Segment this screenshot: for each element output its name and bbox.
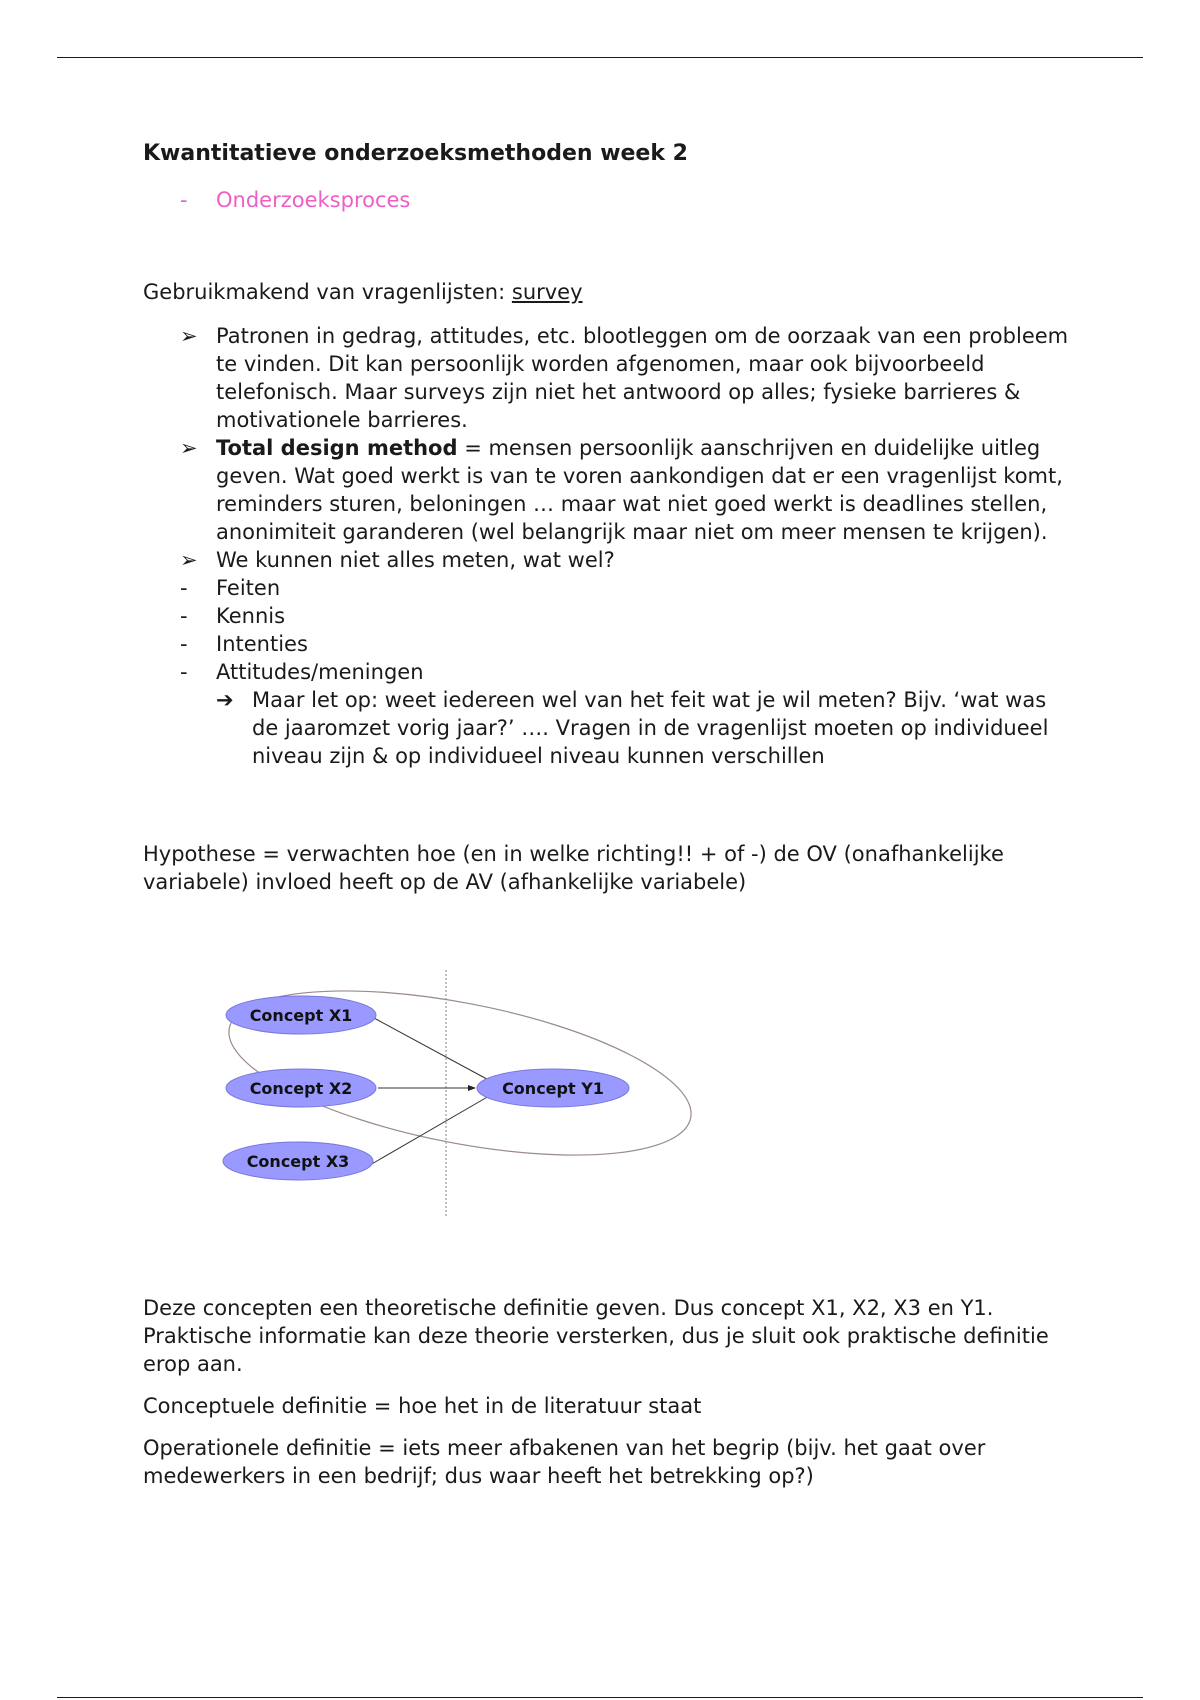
total-design-method-term: Total design method [216,436,458,460]
dash-marker: - [180,604,188,628]
node-concept-y1 [477,1069,629,1107]
list-item-text: Patronen in gedrag, attitudes, etc. blootleggen om de oorzaak van een probleem te vinden. Dit kan persoonlijk worden afgenomen, maar ook bijvoorbeeld telefonisch. Maar surveys zijn niet het antwoord op alles; fysieke barrieres & motivationele barrieres. [216,324,1069,432]
list-item [143,322,1073,434]
survey-list [143,322,1073,770]
sub-list-item [143,686,1073,770]
list-item [143,658,1073,686]
bottom-rule [57,1697,1143,1698]
dash-marker: - [180,188,188,212]
list-item-text: Kennis [216,604,286,628]
list-item-text: We kunnen niet alles meten, wat wel? [216,548,615,572]
page-content [143,140,1073,1504]
list-item [143,546,1073,574]
arrowhead-bullet-icon: ➢ [180,436,198,460]
definitions-section [143,1294,1073,1490]
onderzoeksproces-link[interactable]: Onderzoeksproces [216,188,411,212]
top-rule [57,57,1143,58]
dash-marker: - [180,660,188,684]
list-item-text: Attitudes/meningen [216,660,424,684]
list-item [143,602,1073,630]
list-item-text: Feiten [216,576,281,600]
node-label-x1: Concept X1 [249,1006,353,1025]
node-concept-x2 [226,1069,376,1107]
list-item [143,434,1073,546]
arrowhead-bullet-icon: ➢ [180,548,198,572]
pink-list-item [143,186,1073,214]
list-item [143,630,1073,658]
arrowhead-bullet-icon: ➢ [180,324,198,348]
node-label-x3: Concept X3 [246,1152,350,1171]
right-arrow-icon: ➔ [216,688,234,712]
survey-prefix: Gebruikmakend van vragenlijsten: [143,280,512,304]
paragraph-theoretische-definitie: Deze concepten een theoretische definitie geven. Dus concept X1, X2, X3 en Y1. Praktische informatie kan deze theorie versterken, dus je sluit ook praktische definitie erop aan. [143,1296,1049,1376]
node-concept-x3 [223,1142,373,1180]
list-item [143,574,1073,602]
hypothese-paragraph: Hypothese = verwachten hoe (en in welke richting!! + of -) de OV (onafhankelijke variabele) invloed heeft op de AV (afhankelijke variabele) [143,842,1004,894]
node-concept-x1 [226,996,376,1034]
dash-marker: - [180,632,188,656]
paragraph-conceptuele-definitie: Conceptuele definitie = hoe het in de literatuur staat [143,1394,702,1418]
arrow-x1-y1 [374,1018,496,1084]
list-item-text: = mensen persoonlijk aanschrijven en duidelijke uitleg geven. Wat goed werkt is van te voren aankondigen dat er een vragenlijst komt, reminders sturen, beloningen … maar wat niet goed werkt is deadlines stellen, anonimiteit garanderen (wel belangrijk maar niet om meer mensen te krijgen). [216,436,1063,544]
survey-intro [143,278,1073,306]
dash-marker: - [180,576,188,600]
sub-list-item-text: Maar let op: weet iedereen wel van het feit wat je wil meten? Bijv. ‘wat was de jaaromzet vorig jaar?’ …. Vragen in de vragenlijst moeten op individueel niveau zijn & op individueel niveau kunnen verschillen [252,688,1049,768]
concept-diagram-svg [170,968,730,1238]
list-item-text: Intenties [216,632,308,656]
node-label-x2: Concept X2 [249,1079,353,1098]
document-title: Kwantitatieve onderzoeksmethoden week 2 [143,141,688,166]
survey-term: survey [511,280,583,304]
concept-diagram [170,968,730,1238]
node-label-y1: Concept Y1 [502,1079,604,1098]
paragraph-operationele-definitie: Operationele definitie = iets meer afbakenen van het begrip (bijv. het gaat over medewerkers in een bedrijf; dus waar heeft het betrekking op?) [143,1436,986,1488]
